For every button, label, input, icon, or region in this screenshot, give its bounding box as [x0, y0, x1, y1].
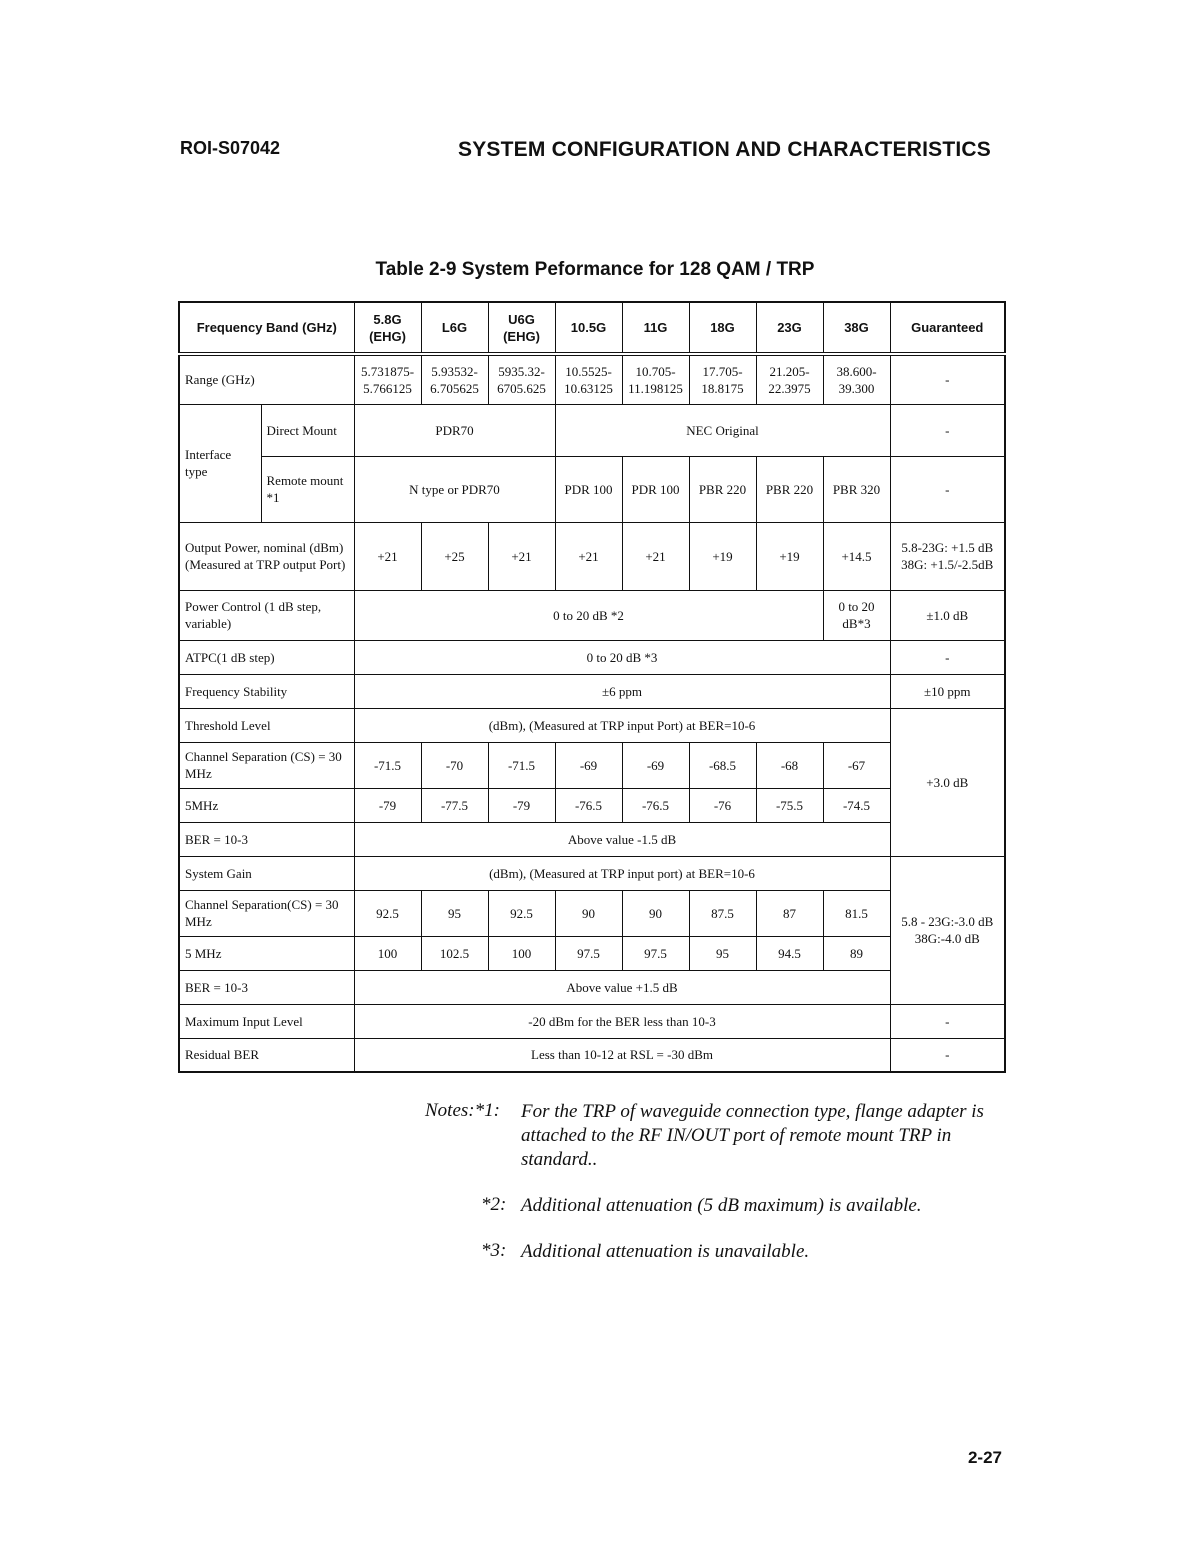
frequency-band-header: Frequency Band (GHz)	[179, 302, 354, 354]
table-cell: 92.5	[488, 890, 555, 936]
row-label: Residual BER	[179, 1038, 354, 1072]
row-label: 5 MHz	[179, 936, 354, 970]
table-cell: PBR 220	[756, 456, 823, 522]
table-cell: ±6 ppm	[354, 674, 890, 708]
table-cell: -74.5	[823, 788, 890, 822]
notes-section	[425, 1100, 1015, 1286]
table-cell: 95	[421, 890, 488, 936]
band-header: 23G	[756, 302, 823, 354]
table-cell: 97.5	[622, 936, 689, 970]
table-cell: 89	[823, 936, 890, 970]
table-cell: 97.5	[555, 936, 622, 970]
table-row	[179, 674, 1005, 708]
guaranteed-cell: -	[890, 1004, 1005, 1038]
guaranteed-cell: -	[890, 354, 1005, 404]
table-cell: -79	[488, 788, 555, 822]
table-cell: +21	[555, 522, 622, 590]
table-cell: PDR70	[354, 404, 555, 456]
table-cell: -70	[421, 742, 488, 788]
table-row	[179, 742, 1005, 788]
table-cell: 38.600- 39.300	[823, 354, 890, 404]
sub-row-label: Direct Mount	[261, 404, 354, 456]
band-header: 5.8G (EHG)	[354, 302, 421, 354]
note-text: Additional attenuation is unavailable.	[521, 1241, 810, 1262]
guaranteed-header: Guaranteed	[890, 302, 1005, 354]
note-text: Additional attenuation (5 dB maximum) is available.	[521, 1195, 922, 1216]
table-cell: -71.5	[488, 742, 555, 788]
table-cell: (dBm), (Measured at TRP input Port) at BER=10-6	[354, 708, 890, 742]
row-label: Threshold Level	[179, 708, 354, 742]
guaranteed-cell: -	[890, 456, 1005, 522]
guaranteed-cell: ±10 ppm	[890, 674, 1005, 708]
note-label: *3:	[481, 1240, 507, 1261]
note-text: For the TRP of waveguide connection type, flange adapter is attached to the RF IN/OUT port of remote mount TRP in standard..	[521, 1101, 984, 1170]
table-cell: -68.5	[689, 742, 756, 788]
table-cell: 92.5	[354, 890, 421, 936]
table-cell: NEC Original	[555, 404, 890, 456]
table-row	[179, 640, 1005, 674]
band-header: 18G	[689, 302, 756, 354]
table-row	[179, 936, 1005, 970]
table-cell: 5.731875- 5.766125	[354, 354, 421, 404]
table-cell: -76.5	[555, 788, 622, 822]
row-label: ATPC(1 dB step)	[179, 640, 354, 674]
table-cell: 10.705- 11.198125	[622, 354, 689, 404]
guaranteed-cell: 5.8-23G: +1.5 dB 38G: +1.5/-2.5dB	[890, 522, 1005, 590]
table-cell: 21.205- 22.3975	[756, 354, 823, 404]
table-cell: PDR 100	[622, 456, 689, 522]
table-cell: (dBm), (Measured at TRP input port) at BER=10-6	[354, 856, 890, 890]
guaranteed-cell: -	[890, 1038, 1005, 1072]
guaranteed-cell: +3.0 dB	[890, 708, 1005, 856]
table-row	[179, 822, 1005, 856]
row-label: BER = 10-3	[179, 970, 354, 1004]
section-title: SYSTEM CONFIGURATION AND CHARACTERISTICS	[458, 138, 991, 161]
table-cell: 90	[555, 890, 622, 936]
header-row	[179, 302, 1005, 354]
band-header: U6G (EHG)	[488, 302, 555, 354]
table-row	[179, 1004, 1005, 1038]
table-cell: N type or PDR70	[354, 456, 555, 522]
row-label: Channel Separation(CS) = 30 MHz	[179, 890, 354, 936]
table-cell: PBR 320	[823, 456, 890, 522]
note-label: Notes:*1:	[425, 1100, 500, 1121]
table-row	[179, 456, 1005, 522]
sub-row-label: Remote mount *1	[261, 456, 354, 522]
table-cell: 0 to 20 dB *3	[354, 640, 890, 674]
table-cell: -69	[622, 742, 689, 788]
row-label: Channel Separation (CS) = 30 MHz	[179, 742, 354, 788]
table-cell: 102.5	[421, 936, 488, 970]
table-row	[179, 788, 1005, 822]
table-cell: 81.5	[823, 890, 890, 936]
band-header: L6G	[421, 302, 488, 354]
table-title: Table 2-9 System Peformance for 128 QAM / TRP	[375, 259, 815, 280]
table-cell: +25	[421, 522, 488, 590]
table-cell: +19	[689, 522, 756, 590]
table-row	[179, 1038, 1005, 1072]
table-cell: -20 dBm for the BER less than 10-3	[354, 1004, 890, 1038]
table-cell: 10.5525- 10.63125	[555, 354, 622, 404]
table-cell: -77.5	[421, 788, 488, 822]
table-cell: +21	[622, 522, 689, 590]
table-cell: +21	[488, 522, 555, 590]
table-cell: -75.5	[756, 788, 823, 822]
note-item	[425, 1194, 1015, 1218]
table-cell: +19	[756, 522, 823, 590]
row-label: Frequency Stability	[179, 674, 354, 708]
table-cell: Above value +1.5 dB	[354, 970, 890, 1004]
table-cell: -79	[354, 788, 421, 822]
document-id: ROI-S07042	[180, 138, 281, 158]
table-cell: 95	[689, 936, 756, 970]
row-label: Range (GHz)	[179, 354, 354, 404]
performance-table	[178, 301, 1006, 1073]
table-cell: 94.5	[756, 936, 823, 970]
row-label: Interface type	[179, 404, 261, 522]
row-label: Power Control (1 dB step, variable)	[179, 590, 354, 640]
row-label: Maximum Input Level	[179, 1004, 354, 1038]
table-cell: 100	[488, 936, 555, 970]
guaranteed-cell: ±1.0 dB	[890, 590, 1005, 640]
band-header: 38G	[823, 302, 890, 354]
table-row	[179, 404, 1005, 456]
table-row	[179, 708, 1005, 742]
table-cell: -67	[823, 742, 890, 788]
note-item	[425, 1240, 1015, 1264]
page-number: 2-27	[967, 1448, 1002, 1467]
table-cell: -71.5	[354, 742, 421, 788]
table-cell: 5.93532- 6.705625	[421, 354, 488, 404]
table-cell: 90	[622, 890, 689, 936]
band-header: 10.5G	[555, 302, 622, 354]
table-cell: PBR 220	[689, 456, 756, 522]
table-cell: 100	[354, 936, 421, 970]
table-cell: 5935.32- 6705.625	[488, 354, 555, 404]
band-header: 11G	[622, 302, 689, 354]
table-cell: 0 to 20 dB *2	[354, 590, 823, 640]
table-cell: -76.5	[622, 788, 689, 822]
table-cell: 17.705- 18.8175	[689, 354, 756, 404]
table-cell: +21	[354, 522, 421, 590]
table-cell: -69	[555, 742, 622, 788]
note-item	[425, 1100, 1015, 1172]
row-label: 5MHz	[179, 788, 354, 822]
table-row	[179, 890, 1005, 936]
table-row	[179, 856, 1005, 890]
table-cell: 87.5	[689, 890, 756, 936]
table-cell: PDR 100	[555, 456, 622, 522]
table-row	[179, 522, 1005, 590]
guaranteed-cell: -	[890, 404, 1005, 456]
guaranteed-cell: 5.8 - 23G:-3.0 dB 38G:-4.0 dB	[890, 856, 1005, 1004]
guaranteed-cell: -	[890, 640, 1005, 674]
row-label: Output Power, nominal (dBm) (Measured at TRP output Port)	[179, 522, 354, 590]
table-cell: -68	[756, 742, 823, 788]
table-cell: Above value -1.5 dB	[354, 822, 890, 856]
table-cell: 87	[756, 890, 823, 936]
table-row	[179, 590, 1005, 640]
row-label: System Gain	[179, 856, 354, 890]
table-cell: 0 to 20 dB*3	[823, 590, 890, 640]
note-label: *2:	[481, 1194, 507, 1215]
table-row	[179, 354, 1005, 404]
table-row	[179, 970, 1005, 1004]
table-cell: +14.5	[823, 522, 890, 590]
row-label: BER = 10-3	[179, 822, 354, 856]
table-cell: -76	[689, 788, 756, 822]
table-cell: Less than 10-12 at RSL = -30 dBm	[354, 1038, 890, 1072]
